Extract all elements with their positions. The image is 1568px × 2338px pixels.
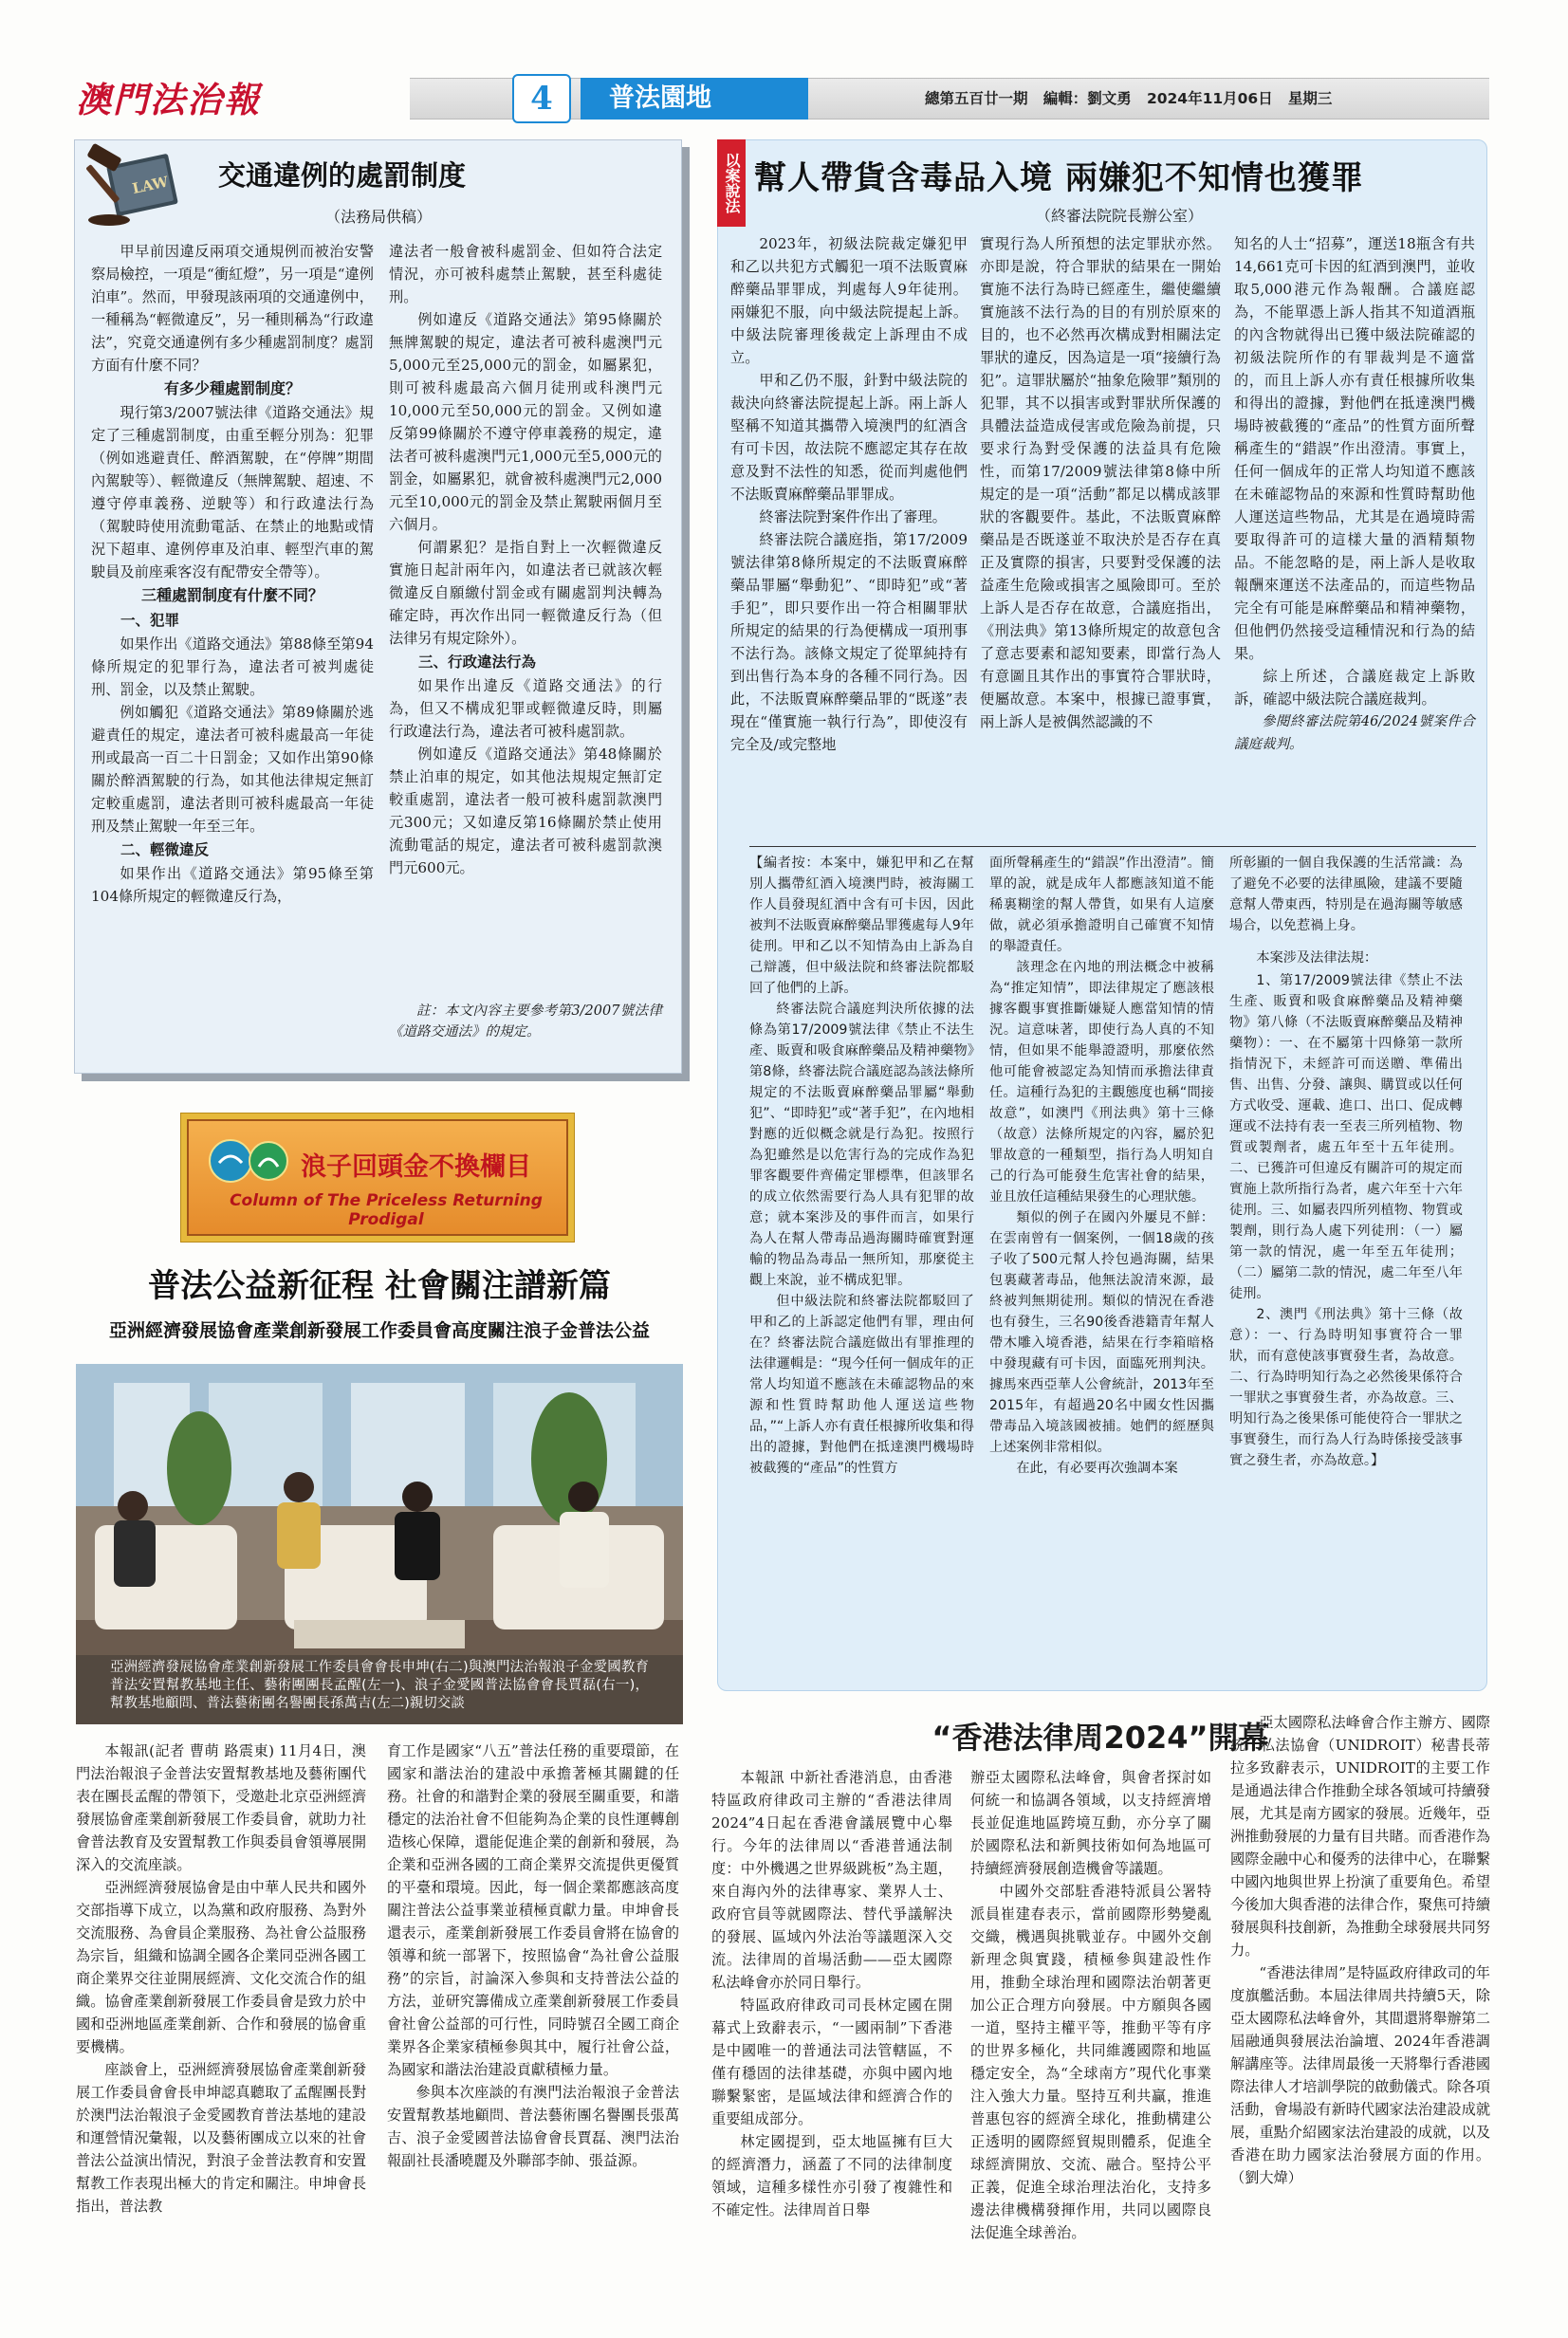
paragraph: 實現行為人所預想的法定罪狀亦然。亦即是說，符合罪狀的結果在一開始實施不法行為時已經產生，繼使繼續實施該不法行為的目的有別於原來的目的，也不必然再次構成對相關法定罪狀的違反，因為這是一項“接續行為犯”。這罪狀屬於“抽象危險罪”類別的犯罪，其不以損害或對罪狀所保護的具體法益造成侵害或危險為前提，只要求行為對受保護的法益具有危險性，而第17/2009號法律第8條中所規定的是一項“活動”都足以構成該罪狀的客觀要件。基此，不法販賣麻醉藥品是否既遂並不取決於是否存在真正及實際的損害，只要對受保護的法益產生危險或損害之風險即可。至於上訴人是否存在故意，合議庭指出，《刑法典》第13條所規定的故意包含了意志要素和認知要素，即當行為人有意圖且其作出的事實符合罪狀時，便屬故意。本案中，根據已證事實，兩上訴人是被偶然認識的不 xyxy=(980,235,1221,730)
prodigal-subtitle: 亞洲經濟發展協會產業創新發展工作委員會高度關注浪子金普法公益 xyxy=(108,1320,650,1341)
hk-column-2 xyxy=(970,1766,1211,2244)
issue-meta xyxy=(925,78,1494,120)
paragraph: 林定國提到，亞太地區擁有巨大的經濟潛力，涵蓋了不同的法律制度領域，這種多樣性亦引發了複雜性和不確定性。法律周首日舉 xyxy=(711,2133,952,2218)
case-divider xyxy=(749,846,1476,847)
case-column-3 xyxy=(1234,232,1475,756)
paragraph: 例如觸犯《道路交通法》第89條關於逃避責任的規定，違法者可被科處最高一年徒刑或最高一百二十日罰金；又如作出第90條關於醉酒駕駛的行為，如其他法律規定無訂定較重處罰，違法者則可被科處最高一年徒刑及禁止駕駛一年至三年。 xyxy=(91,704,374,835)
reference: 參閱終審法院第46/2024號案件合議庭裁判。 xyxy=(1234,714,1475,752)
paragraph: “香港法律周”是特區政府律政司的年度旗艦活動。本屆法律周共持續5天，除亞太國際私法峰會外，其間還將舉辦第二屆融通與發展法治論壇、2024年香港調解講座等。法律周最後一天將舉行香港國際法律人才培訓學院的啟動儀式。除各項活動，會場設有新時代國家法治建設成就展，重點介紹國家法治建設的成就，以及香港在助力國家法治發展方面的作用。（劉大煒） xyxy=(1230,1964,1490,2186)
subheading: 本案涉及法律法規： xyxy=(1256,950,1378,966)
editor: 編輯：劉文勇 xyxy=(1042,90,1132,107)
weekday: 星期三 xyxy=(1287,90,1333,107)
paragraph: 育工作是國家“八五”普法任務的重要環節，在國家和諧法治的建設中承擔著極其關鍵的任務。社會的和諧對企業的發展至關重要，和諧穩定的法治社會不但能夠為企業的良性運轉創造核心保障，還能促進企業的創新和發展，為企業和亞洲各國的工商企業界交流提供更優質的平臺和環境。因此，每一個企業都應該高度關注普法公益事業並積極貢獻力量。申坤會長還表示，產業創新發展工作委員會將在協會的領導和統一部署下，按照協會“為社會公益服務”的宗旨，討論深入參與和支持普法公益的方法，並研究籌備成立產業創新發展工作委員會社會公益部的可行性，同時號召全國工商企業界各企業家積極參與其中，履行社會公益，為國家和諧法治建設貢獻積極力量。 xyxy=(387,1742,679,2078)
paragraph: 如果作出《道路交通法》第95條至第104條所規定的輕微違反行為， xyxy=(91,865,374,905)
paragraph: 終審法院對案件作出了審理。 xyxy=(759,508,947,525)
svg-text:LAW: LAW xyxy=(130,173,170,198)
note-paragraph: 終審法院合議庭判決所依據的法條為第17/2009號法律《禁止不法生產、販賣和吸食麻醉藥品及精神藥物》第8條，終審法院合議庭認為該法條所規定的不法販賣麻醉藥品罪屬“舉動犯”、“即時犯”或“著手犯”，在內地相對應的近似概念就是行為犯。按照行為犯雖然是以危害行為的完成作為犯罪客觀要件齊備定罪標準，但該罪名的成立依然需要行為人具有犯罪的故意；就本案涉及的事件而言，如果行為人在幫人帶毒品過海關時確實對運輸的物品為毒品一無所知，那麼從主觀上來說，並不構成犯罪。 xyxy=(749,1002,974,1288)
paragraph: 如果作出《道路交通法》第88條至第94條所規定的犯罪行為，違法者可被判處徒刑、罰金，以及禁止駕駛。 xyxy=(91,635,374,698)
case-note-column-1 xyxy=(749,853,974,1479)
page-number: 4 xyxy=(512,74,571,123)
note-paragraph: 在此，有必要再次強調本案 xyxy=(1016,1461,1178,1476)
masthead-logo: 澳門法治報 xyxy=(76,79,261,120)
paragraph: 辦亞太國際私法峰會，與會者探討如何統一和協調各領域，以支持經濟增長並促進地區跨境互動，亦分享了關於國際私法和新興技術如何為地區可持續經濟發展創造機會等議題。 xyxy=(970,1769,1211,1877)
paragraph: 特區政府律政司司長林定國在開幕式上致辭表示，“一國兩制”下香港是中國唯一的普通法司法管轄區，不僅有穩固的法律基礎，亦與中國內地聯繫緊密，是區域法律和經濟合作的重要組成部分。 xyxy=(711,1997,952,2127)
paragraph: 例如違反《道路交通法》第48條關於禁止泊車的規定，如其他法規規定無訂定較重處罰，違法者一般可被科處罰款澳門元300元；又如違反第16條關於禁止使用流動電話的規定，違法者可被科處罰款澳門元600元。 xyxy=(389,746,662,876)
paragraph: 甲早前因違反兩項交通規例而被治安警察局檢控，一項是“衝紅燈”，另一項是“違例泊車”。然而，甲發現該兩項的交通違例中，一種稱為“輕微違反”，另一種則稱為“行政違法”，究竟交通違例有多少種處罰制度？處罰方面有什麼不同？ xyxy=(91,243,374,374)
prodigal-title: 普法公益新征程 社會關注譜新篇 xyxy=(148,1267,611,1305)
case-column-1 xyxy=(730,232,968,756)
paragraph: 中國外交部駐香港特派員公署特派員崔建春表示，當前國際形勢變亂交織，機遇與挑戰並存。中國外交創新理念與實踐，積極參與建設性作用，推動全球治理和國際法治朝著更加公正合理方向發展。中方願與各國一道，堅持主權平等，推動平等有序的世界多極化，共同維護國際和地區穩定安全，為“全球南方”現代化事業注入強大力量。堅持互利共贏，推進普惠包容的經濟全球化，推動構建公正透明的國際經貿規則體系，促進全球經濟開放、交流、融合。堅持公平正義，促進全球治理法治化，支持多邊法律機構發揮作用，共同以國際良法促進全球善治。 xyxy=(970,1883,1211,2241)
note-paragraph: 該理念在內地的刑法概念中被稱為“推定知情”，即法律規定了應該根據客觀事實推斷嫌疑人應當知情的情況。這意味著，即使行為人真的不知情，但如果不能舉證證明，那麼依然他可能會被認定為知情而承擔法律責任。這種行為犯的主觀態度也稱“間接故意”，如澳門《刑法典》第十三條（故意）法條所規定的內容，屬於犯罪故意的一種類型，指行為人明知自己的行為可能發生危害社會的結果，並且放任這種結果發生的心理狀態。 xyxy=(989,960,1214,1205)
note-paragraph: 但中級法院和終審法院都駁回了甲和乙的上訴認定他們有罪，理由何在？終審法院合議庭做出有罪推理的法律邏輯是：“現今任何一個成年的正常人均知道不應該在未確認物品的來源和性質時幫助他人運送這些物品，”“上訴人亦有責任根據所收集和得出的證據，對他們在抵達澳門機場時被截獲的“產品”的性質方 xyxy=(749,1294,974,1476)
case-note-column-3 xyxy=(1229,853,1463,1471)
traffic-source: （法務局供稿） xyxy=(324,208,432,226)
paragraph: 違法者一般會被科處罰金、但如符合法定情況，亦可被科處禁止駕駛，甚至科處徒刑。 xyxy=(389,243,662,305)
issue-number: 總第五百廿一期 xyxy=(925,90,1028,107)
traffic-title: 交通違例的處罰制度 xyxy=(218,159,467,192)
paragraph: 亞太國際私法峰會合作主辦方、國際統一私法協會（UNIDROIT）秘書長蒂拉多致辭表示，UNIDROIT的主要工作是通過法律合作推動全球各領域可持續發展，尤其是南方國家的發展。近幾年，亞洲推動發展的力量有目共睹。而香港作為國際金融中心和優秀的法律中心，在聯繫中國內地與世界上扮演了重要角色。希望今後加大與香港的法律合作，聚焦可持續發展與科技創新，為推動全球發展共同努力。 xyxy=(1230,1714,1490,1959)
prodigal-column-2 xyxy=(387,1740,679,2172)
emblem-icon xyxy=(208,1134,291,1187)
photo-caption: 亞洲經濟發展協會產業創新發展工作委員會會長申坤(右二)與澳門法治報浪子金愛國教育普法安置幫教基地主任、藝術團團長孟醒(左一)、浪子金愛國普法協會會長賈磊(右一)，幫教基地顧問、普法藝術團名譽團長孫萬吉(左二)親切交談 xyxy=(76,1655,683,1724)
note-paragraph: 1、第17/2009號法律《禁止不法生產、販賣和吸食麻醉藥品及精神藥物》第八條（不法販賣麻醉藥品及精神藥物）：一、在不屬第十四條第一款所指情況下，未經許可而送贈、準備出售、出售、分發、讓與、購買或以任何方式收受、運載、進口、出口、促成轉運或不法持有表一至表三所列植物、物質或製劑者，處五年至十五年徒刑。二、已獲許可但違反有關許可的規定而實施上款所指行為者，處六年至十六年徒刑。三、如屬表四所列植物、物質或製劑，則行為人處下列徒刑：（一）屬第一款的情況，處一年至五年徒刑；（二）屬第二款的情況，處二年至八年徒刑。 xyxy=(1229,973,1463,1301)
traffic-footnote: 註：本文內容主要參考第3/2007號法律《道路交通法》的規定。 xyxy=(389,1003,662,1040)
paragraph: 綜上所述，合議庭裁定上訴敗訴，確認中級法院合議庭裁判。 xyxy=(1234,668,1475,708)
paragraph: 如果作出違反《道路交通法》的行為，但又不構成犯罪或輕微違反時，則屬行政違法行為，違法者可被科處罰款。 xyxy=(389,677,662,740)
note-paragraph: 所彰顯的一個自我保護的生活常識：為了避免不必要的法律風險，建議不要隨意幫人帶東西，特別是在過海關等敏感場合，以免惹禍上身。 xyxy=(1229,856,1463,933)
paragraph: 參與本次座談的有澳門法治報浪子金普法安置幫教基地顧問、普法藝術團名譽團長張萬吉、浪子金愛國普法協會會長賈磊、澳門法治報副社長潘曉麗及外聯部李帥、張益源。 xyxy=(387,2084,679,2169)
case-tag: 以案說法 xyxy=(717,139,746,227)
paragraph: 終審法院合議庭指，第17/2009號法律第8條所規定的不法販賣麻醉藥品罪屬“舉動犯”、“即時犯”或“著手犯”，即只要作出一符合相關罪狀所規定的結果的行為便構成一項刑事不法行為。該條文規定了從單純持有到出售行為本身的各種不同行為。因此，不法販賣麻醉藥品罪的“既遂”表現在“僅實施一執行行為”，即使沒有完全及/或完整地 xyxy=(730,531,968,753)
traffic-column-2 xyxy=(389,240,662,879)
subheading: 二、輕微違反 xyxy=(120,841,210,858)
paragraph: 知名的人士“招募”，運送18瓶含有共14,661克可卡因的紅酒到澳門，並收取5,000港元作為報酬。合議庭認為，不能單憑上訴人指其不知道酒瓶的內含物就得出已獲中級法院確認的初級法院所作的有罪裁判是不適當的，而且上訴人亦有責任根據所收集和得出的證據，對他們在抵達澳門機場時被截獲的“產品”的性質方面所聲稱產生的“錯誤”作出澄清。事實上，任何一個成年的正常人均知道不應該在未確認物品的來源和性質時幫助他人運送這些物品，尤其是在過境時需要取得許可的這樣大量的酒精類物品。不能忽略的是，兩上訴人是收取報酬來運送不法產品的，而這些物品完全有可能是麻醉藥品和精神藥物，但他們仍然接受這種情況和行為的結果。 xyxy=(1234,235,1475,662)
note-paragraph: 2、澳門《刑法典》第十三條（故意）：一、行為時明知事實符合一罪狀，而有意使該事實發生者，為故意。二、行為時明知行為之必然後果係符合一罪狀之事實發生者，亦為故意。三、明知行為之後果係可能使符合一罪狀之事實發生，而行為人行為時係接受該事實之發生者，亦為故意。】 xyxy=(1229,1307,1463,1468)
subheading: 三種處罰制度有什麼不同？ xyxy=(140,586,323,604)
hk-column-3 xyxy=(1230,1711,1490,2189)
hk-title: “香港法律周2024”開幕 xyxy=(932,1720,1269,1756)
note-paragraph: 面所聲稱產生的“錯誤”作出澄清”。簡單的說，就是成年人都應該知道不能稀裏糊塗的幫人帶貨，如果有人這麼做，就必須承擔證明自己確實不知情的舉證責任。 xyxy=(989,856,1214,954)
prodigal-column-1 xyxy=(76,1740,366,2218)
spacer xyxy=(1229,936,1463,946)
paragraph: 2023年，初級法院裁定嫌犯甲和乙以共犯方式觸犯一項不法販賣麻醉藥品罪罪成，判處每人9年徒刑。兩嫌犯不服，向中級法院提起上訴。中級法院審理後裁定上訴理由不成立。 xyxy=(730,235,968,366)
case-source: （終審法院院長辦公室） xyxy=(1035,207,1203,225)
subheading: 三、行政違法行為 xyxy=(418,654,537,671)
note-paragraph: 類似的例子在國內外屢見不鮮：在雲南曾有一個案例，一個18歲的孩子收了500元幫人拎包過海關，結果包裏藏著毒品，他無法說清來源，最終被判無期徒刑。類似的情況在香港也有發生，三名90後香港籍青年幫人帶木雕入境香港，結果在行李箱暗格中發現藏有可卡因，面臨死刑判決。據馬來西亞華人公會統計，2013年至2015年，有超過20名中國女性因攜帶毒品入境該國被捕。她們的經歷與上述案例非常相似。 xyxy=(989,1210,1214,1455)
case-title: 幫人帶貨含毒品入境 兩嫌犯不知情也獲罪 xyxy=(754,159,1364,197)
paragraph: 本報訊 中新社香港消息，由香港特區政府律政司主辦的“香港法律周2024”4日起在香港會議展覽中心舉行。今年的法律周以“香港普通法制度：中外機遇之世界級跳板”為主題，來自海內外的法律專家、業界人士、政府官員等就國際法、替代爭議解決的發展、區域內外法治等議題深入交流。法律周的首場活動——亞太國際私法峰會亦於同日舉行。 xyxy=(711,1769,952,1991)
paragraph: 本報訊(記者 曹萌 路震東) 11月4日，澳門法治報浪子金普法安置幫教基地及藝術團代表在團長孟醒的帶領下，受邀赴北京亞洲經濟發展協會產業創新發展工作委員會，就助力社會普法教育及安置幫教工作與委員會領導展開深入的交流座談。 xyxy=(76,1742,366,1873)
paragraph: 座談會上，亞洲經濟發展協會產業創新發展工作委員會會長申坤認真聽取了孟醒團長對於澳門法治報浪子金愛國教育普法基地的建設和運營情況彙報，以及藝術團成立以來的社會普法公益演出情況，對浪子金普法教育和安置幫教工作表現出極大的肯定和關注。申坤會長指出，普法教 xyxy=(76,2061,366,2215)
hk-column-1 xyxy=(711,1766,952,2221)
banner-subtitle: Column of The Priceless Returning Prodigal xyxy=(230,1191,543,1229)
banner-title: 浪子回頭金不換欄目 xyxy=(301,1152,531,1182)
column-banner xyxy=(180,1113,575,1243)
traffic-column-1 xyxy=(91,240,374,908)
case-note-column-2 xyxy=(989,853,1214,1479)
paragraph: 現行第3/2007號法律《道路交通法》規定了三種處罰制度，由重至輕分別為：犯罪（例如逃避責任、醉酒駕駛，在“停牌”期間內駕駛等）、輕微違反（無牌駕駛、超速、不遵守停車義務、逆駛等）和行政違法行為（駕駛時使用流動電話、在禁止的地點或情況下超車、違例停車及泊車、輕型汽車的駕駛員及前座乘客沒有配帶安全帶等）。 xyxy=(91,404,374,580)
case-column-2 xyxy=(980,232,1221,733)
section-name: 普法園地 xyxy=(581,78,808,120)
paragraph: 例如違反《道路交通法》第95條關於無牌駕駛的規定，違法者可被科處澳門元5,000元至25,000元的罰金，如屬累犯，則可被科處最高六個月徒刑或科澳門元10,000元至50,000元的罰金。又例如違反第99條關於不遵守停車義務的規定，違法者可被科處澳門元1,000元至5,000元的罰金，如屬累犯，就會被科處澳門元2,000元至10,000元的罰金及禁止駕駛兩個月至六個月。 xyxy=(389,311,662,533)
paragraph: 甲和乙仍不服，針對中級法院的裁決向終審法院提起上訴。兩上訴人堅稱不知道其攜帶入境澳門的紅酒含有可卡因，故法院不應認定其存在故意及對不法性的知悉，從而判處他們不法販賣麻醉藥品罪罪成。 xyxy=(730,372,968,503)
paragraph: 何謂累犯？是指自對上一次輕微違反實施日起計兩年內，如違法者已就該次輕微違反自願繳付罰金或有關處罰判決轉為確定時，再次作出同一輕微違反行為（但法律另有規定除外）。 xyxy=(389,539,662,647)
subheading: 有多少種處罰制度？ xyxy=(163,379,301,397)
note-paragraph: 【編者按：本案中，嫌犯甲和乙在幫別人攜帶紅酒入境澳門時，被海關工作人員發現紅酒中含有可卡因，因此被判不法販賣麻醉藥品罪獲處每人9年徒刑。甲和乙以不知情為由上訴為自己辯護，但中級法院和終審法院都駁回了他們的上訴。 xyxy=(749,856,974,996)
paragraph: 亞洲經濟發展協會是由中華人民共和國外交部指導下成立，以為黨和政府服務、為對外交流服務、為會員企業服務、為社會公益服務為宗旨，組織和協調全國各企業同亞洲各國工商企業界交往並開展經濟、文化交流合作的組織。協會產業創新發展工作委員會是致力於中國和亞洲地區產業創新、合作和發展的協會重要機構。 xyxy=(76,1879,366,2055)
issue-date: 2024年11月06日 xyxy=(1146,90,1273,107)
subheading: 一、犯罪 xyxy=(120,612,180,629)
